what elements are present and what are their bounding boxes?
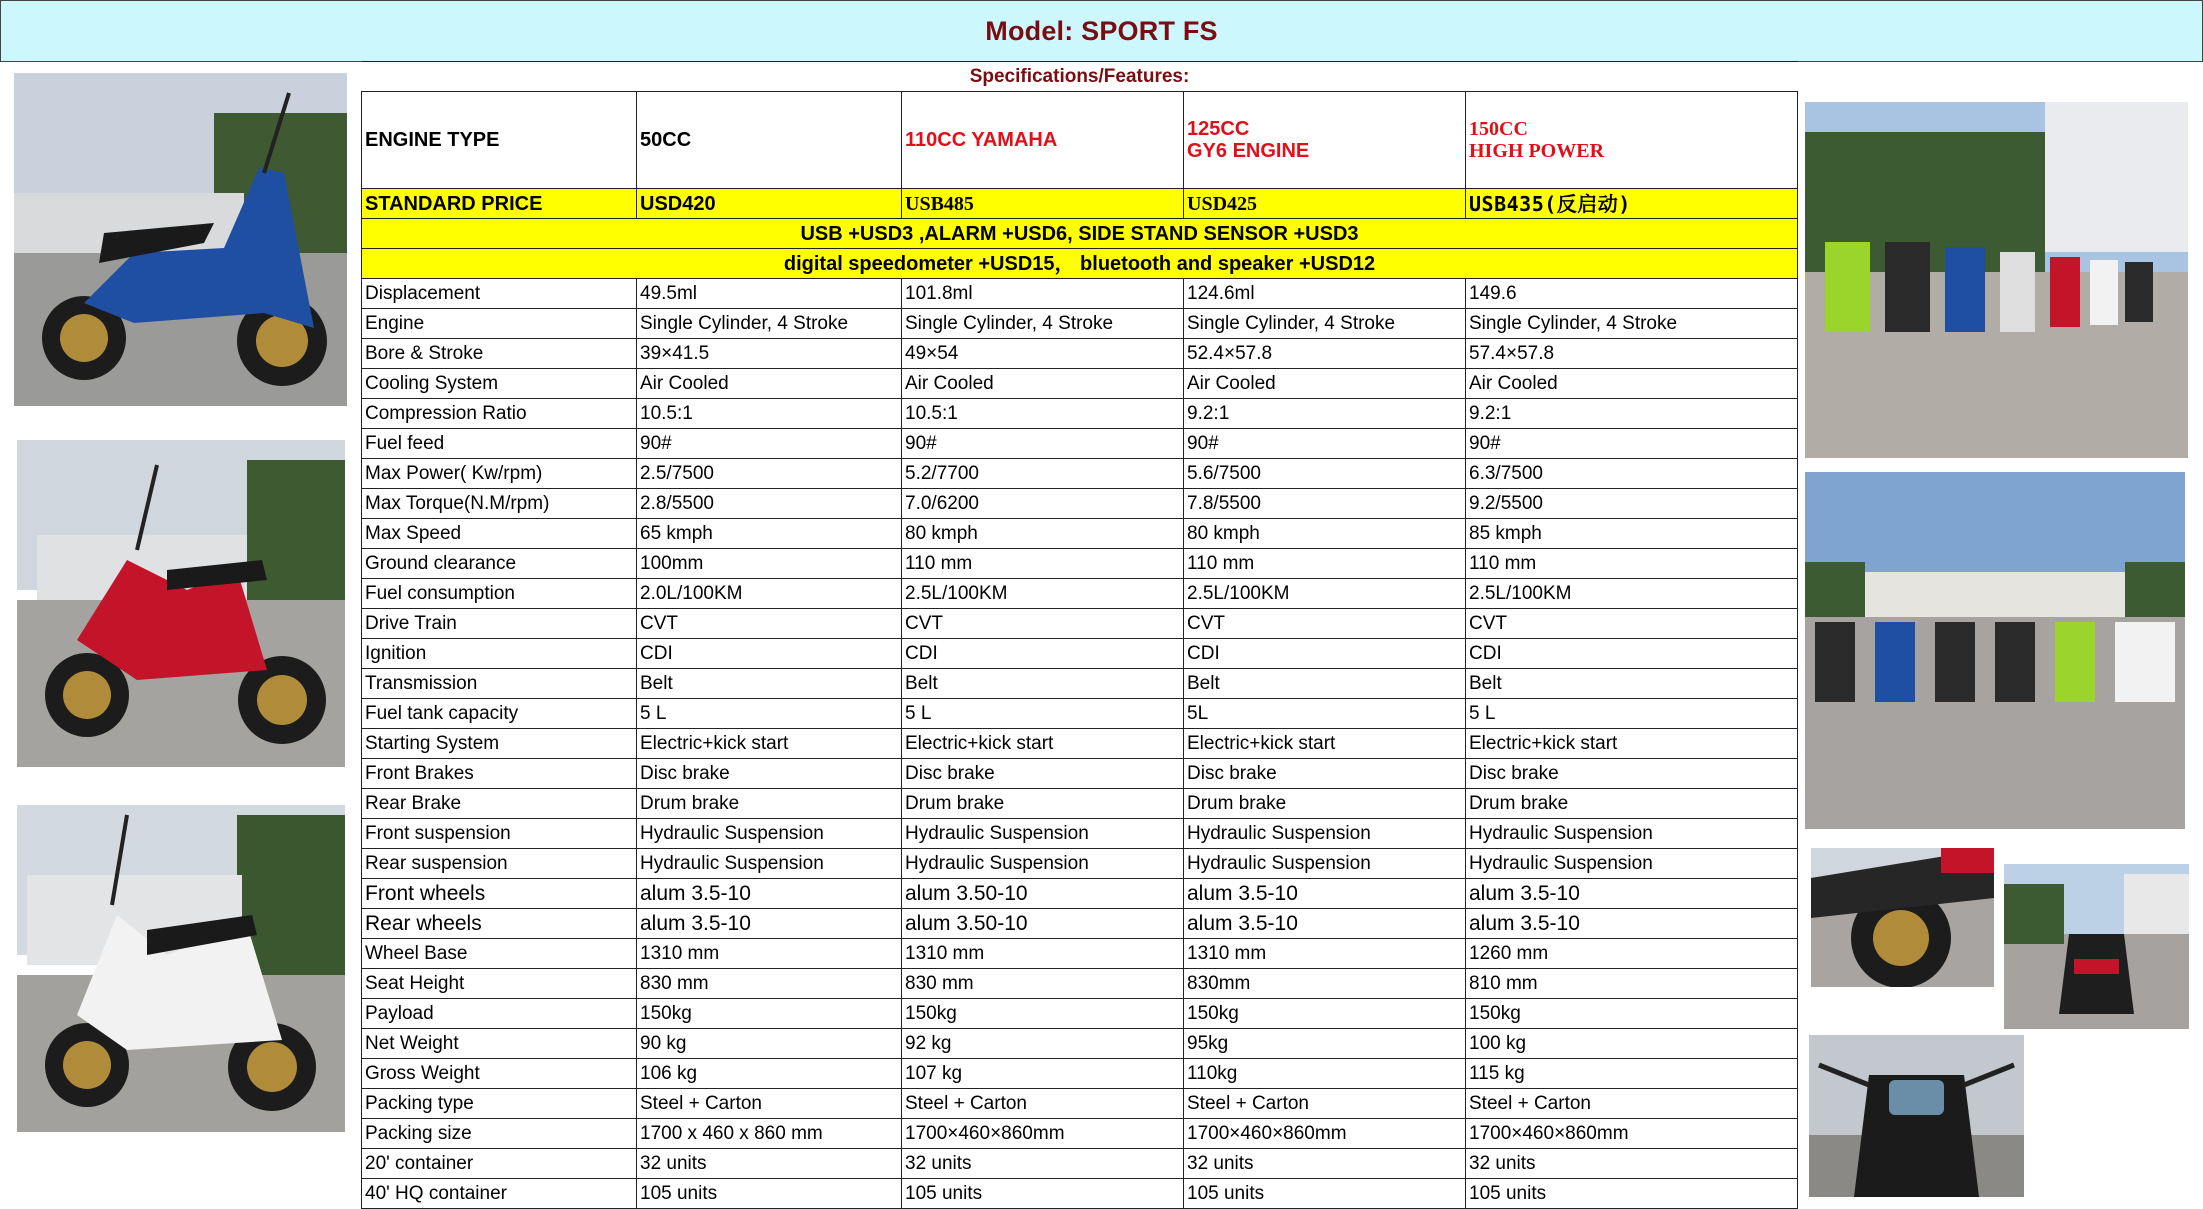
spec-value: Drum brake (637, 789, 902, 819)
spec-row (362, 489, 1798, 519)
spec-row (362, 519, 1798, 549)
spec-value: 10.5:1 (902, 399, 1184, 429)
spec-value: 1310 mm (637, 939, 902, 969)
spec-value: alum 3.5-10 (1466, 879, 1798, 909)
standard-price-row (362, 189, 1798, 219)
spec-value: Single Cylinder, 4 Stroke (1466, 309, 1798, 339)
spec-value: 105 units (902, 1179, 1184, 1209)
spec-value: 7.0/6200 (902, 489, 1184, 519)
spec-value: Disc brake (1184, 759, 1466, 789)
spec-value: Hydraulic Suspension (902, 819, 1184, 849)
spec-row (362, 1089, 1798, 1119)
spec-value: Disc brake (902, 759, 1184, 789)
spec-row (362, 579, 1798, 609)
spec-value: 32 units (1184, 1149, 1466, 1179)
spec-label: Rear suspension (362, 849, 637, 879)
spec-value: 1700×460×860mm (902, 1119, 1184, 1149)
spec-label: Displacement (362, 279, 637, 309)
spec-value: Electric+kick start (1184, 729, 1466, 759)
spec-row (362, 1119, 1798, 1149)
spec-label: Fuel tank capacity (362, 699, 637, 729)
spec-value: CDI (1466, 639, 1798, 669)
spec-value: Belt (1466, 669, 1798, 699)
spec-value: 105 units (637, 1179, 902, 1209)
spec-row (362, 789, 1798, 819)
spec-label: Ground clearance (362, 549, 637, 579)
spec-value: 32 units (1466, 1149, 1798, 1179)
spec-label: Ignition (362, 639, 637, 669)
spec-value: 105 units (1466, 1179, 1798, 1209)
spec-row (362, 1149, 1798, 1179)
spec-row (362, 879, 1798, 909)
spec-value: CDI (637, 639, 902, 669)
spec-value: 1700×460×860mm (1466, 1119, 1798, 1149)
spec-row (362, 759, 1798, 789)
spec-value: 105 units (1184, 1179, 1466, 1209)
spec-value: 149.6 (1466, 279, 1798, 309)
spec-value: Hydraulic Suspension (637, 849, 902, 879)
spec-value: Hydraulic Suspension (1466, 819, 1798, 849)
spec-value: 5 L (1466, 699, 1798, 729)
engine-type-125cc-line1: 125CC (1187, 118, 1250, 140)
spec-value: Disc brake (1466, 759, 1798, 789)
spec-value: 810 mm (1466, 969, 1798, 999)
spec-value: 65 kmph (637, 519, 902, 549)
spec-value: 5.2/7700 (902, 459, 1184, 489)
spec-row (362, 429, 1798, 459)
spec-value: Hydraulic Suspension (637, 819, 902, 849)
spec-table (361, 61, 1798, 1209)
spec-row (362, 999, 1798, 1029)
engine-type-150cc-line1: 150CC (1469, 118, 1528, 140)
engine-type-125cc-line2: GY6 ENGINE (1187, 140, 1310, 162)
spec-value: 110 mm (1466, 549, 1798, 579)
spec-row (362, 969, 1798, 999)
spec-value: Hydraulic Suspension (1184, 819, 1466, 849)
spec-value: Air Cooled (637, 369, 902, 399)
spec-value: alum 3.5-10 (1466, 909, 1798, 939)
spec-value: CDI (902, 639, 1184, 669)
spec-label: 40' HQ container (362, 1179, 637, 1209)
blue-scooter-photo (14, 73, 347, 406)
options-line-2: digital speedometer +USD15， bluetooth and speaker +USD12 (362, 249, 1798, 279)
price-50cc: USD420 (637, 189, 902, 219)
spec-value: 1700×460×860mm (1184, 1119, 1466, 1149)
spec-value: Drum brake (1466, 789, 1798, 819)
spec-value: 32 units (902, 1149, 1184, 1179)
spec-value: 830 mm (902, 969, 1184, 999)
spec-value: 150kg (637, 999, 902, 1029)
spec-label: Fuel feed (362, 429, 637, 459)
spec-value: 2.5L/100KM (902, 579, 1184, 609)
standard-price-label: STANDARD PRICE (362, 189, 637, 219)
spec-value: 2.0L/100KM (637, 579, 902, 609)
spec-value: Air Cooled (1466, 369, 1798, 399)
spec-value: 110 mm (902, 549, 1184, 579)
spec-row (362, 279, 1798, 309)
spec-value: CVT (1466, 609, 1798, 639)
spec-label: Drive Train (362, 609, 637, 639)
spec-value: 830mm (1184, 969, 1466, 999)
scooter-rear-view-photo (2004, 864, 2189, 1029)
spec-value: Single Cylinder, 4 Stroke (1184, 309, 1466, 339)
spec-label: Max Torque(N.M/rpm) (362, 489, 637, 519)
spec-value: 5.6/7500 (1184, 459, 1466, 489)
spec-value: 85 kmph (1466, 519, 1798, 549)
spec-value: 110 mm (1184, 549, 1466, 579)
spec-row (362, 459, 1798, 489)
spec-value: alum 3.50-10 (902, 909, 1184, 939)
spec-row (362, 399, 1798, 429)
spec-row (362, 909, 1798, 939)
spec-value: Air Cooled (1184, 369, 1466, 399)
spec-value: 106 kg (637, 1059, 902, 1089)
spec-value: CVT (1184, 609, 1466, 639)
spec-value: 101.8ml (902, 279, 1184, 309)
spec-value: 80 kmph (1184, 519, 1466, 549)
options-line-1: USB +USD3 ,ALARM +USD6, SIDE STAND SENSOR +USD3 (362, 219, 1798, 249)
spec-label: Gross Weight (362, 1059, 637, 1089)
spec-label: Starting System (362, 729, 637, 759)
spec-value: Hydraulic Suspension (1466, 849, 1798, 879)
spec-value: 39×41.5 (637, 339, 902, 369)
spec-value: 150kg (1466, 999, 1798, 1029)
spec-row (362, 939, 1798, 969)
white-scooter-photo (17, 805, 345, 1132)
spec-header-row (362, 62, 1798, 92)
spec-value: 2.5L/100KM (1466, 579, 1798, 609)
spec-row (362, 729, 1798, 759)
price-110cc: USB485 (902, 189, 1184, 219)
engine-type-label: ENGINE TYPE (362, 92, 637, 189)
spec-value: 6.3/7500 (1466, 459, 1798, 489)
spec-value: Electric+kick start (637, 729, 902, 759)
spec-value: 49.5ml (637, 279, 902, 309)
spec-value: 10.5:1 (637, 399, 902, 429)
spec-value: Single Cylinder, 4 Stroke (637, 309, 902, 339)
spec-value: alum 3.5-10 (1184, 879, 1466, 909)
spec-header: Specifications/Features: (362, 62, 1798, 92)
spec-value: Belt (902, 669, 1184, 699)
spec-row (362, 699, 1798, 729)
spec-value: 90# (1466, 429, 1798, 459)
spec-value: alum 3.5-10 (637, 909, 902, 939)
spec-value: 90 kg (637, 1029, 902, 1059)
spec-value: 90# (902, 429, 1184, 459)
options-row-1 (362, 219, 1798, 249)
spec-label: Net Weight (362, 1029, 637, 1059)
spec-label: Packing type (362, 1089, 637, 1119)
engine-type-50cc: 50CC (637, 92, 902, 189)
spec-value: 5 L (902, 699, 1184, 729)
engine-type-110cc: 110CC YAMAHA (902, 92, 1184, 189)
spec-label: Packing size (362, 1119, 637, 1149)
spec-value: 52.4×57.8 (1184, 339, 1466, 369)
spec-value: 100 kg (1466, 1029, 1798, 1059)
price-150cc: USB435(反启动) (1466, 189, 1798, 219)
spec-label: Front suspension (362, 819, 637, 849)
spec-value: 150kg (902, 999, 1184, 1029)
spec-label: Rear wheels (362, 909, 637, 939)
model-title: Model: SPORT FS (985, 15, 1218, 46)
spec-value: 2.5/7500 (637, 459, 902, 489)
options-row-2 (362, 249, 1798, 279)
spec-value: CVT (902, 609, 1184, 639)
spec-value: Disc brake (637, 759, 902, 789)
spec-value: 1700 x 460 x 860 mm (637, 1119, 902, 1149)
spec-value: Drum brake (902, 789, 1184, 819)
spec-row (362, 849, 1798, 879)
engine-type-row (362, 92, 1798, 189)
spec-row (362, 1179, 1798, 1209)
spec-label: 20' container (362, 1149, 637, 1179)
spec-label: Rear Brake (362, 789, 637, 819)
spec-label: Payload (362, 999, 637, 1029)
scooter-lineup-photo-2 (1805, 472, 2185, 829)
spec-label: Max Power( Kw/rpm) (362, 459, 637, 489)
spec-value: 5 L (637, 699, 902, 729)
spec-value: 57.4×57.8 (1466, 339, 1798, 369)
spec-value: 1310 mm (1184, 939, 1466, 969)
spec-value: Electric+kick start (902, 729, 1184, 759)
spec-label: Fuel consumption (362, 579, 637, 609)
spec-value: 7.8/5500 (1184, 489, 1466, 519)
spec-value: 49×54 (902, 339, 1184, 369)
spec-label: Transmission (362, 669, 637, 699)
spec-value: 9.2:1 (1184, 399, 1466, 429)
spec-value: Air Cooled (902, 369, 1184, 399)
spec-row (362, 309, 1798, 339)
spec-label: Compression Ratio (362, 399, 637, 429)
spec-label: Front wheels (362, 879, 637, 909)
spec-row (362, 369, 1798, 399)
spec-value: 100mm (637, 549, 902, 579)
spec-value: Drum brake (1184, 789, 1466, 819)
spec-row (362, 1029, 1798, 1059)
spec-label: Engine (362, 309, 637, 339)
spec-label: Seat Height (362, 969, 637, 999)
spec-value: 90# (1184, 429, 1466, 459)
spec-value: alum 3.5-10 (1184, 909, 1466, 939)
scooter-wheel-detail-photo (1811, 848, 1994, 987)
spec-value: 95kg (1184, 1029, 1466, 1059)
spec-value: CVT (637, 609, 902, 639)
spec-value: 5L (1184, 699, 1466, 729)
spec-value: 124.6ml (1184, 279, 1466, 309)
spec-value: 90# (637, 429, 902, 459)
spec-value: Belt (1184, 669, 1466, 699)
engine-type-150cc (1466, 92, 1798, 189)
spec-value: 9.2:1 (1466, 399, 1798, 429)
spec-value: 2.8/5500 (637, 489, 902, 519)
spec-value: 110kg (1184, 1059, 1466, 1089)
spec-value: Belt (637, 669, 902, 699)
spec-label: Cooling System (362, 369, 637, 399)
red-scooter-photo (17, 440, 345, 767)
spec-row (362, 669, 1798, 699)
engine-type-150cc-line2: HIGH POWER (1469, 140, 1605, 162)
spec-label: Max Speed (362, 519, 637, 549)
spec-value: alum 3.5-10 (637, 879, 902, 909)
spec-value: 107 kg (902, 1059, 1184, 1089)
spec-value: 150kg (1184, 999, 1466, 1029)
spec-value: CDI (1184, 639, 1466, 669)
scooter-lineup-photo-1 (1805, 102, 2188, 458)
spec-label: Bore & Stroke (362, 339, 637, 369)
spec-value: 1260 mm (1466, 939, 1798, 969)
spec-label: Wheel Base (362, 939, 637, 969)
price-125cc: USD425 (1184, 189, 1466, 219)
spec-row (362, 819, 1798, 849)
spec-value: 32 units (637, 1149, 902, 1179)
spec-value: Hydraulic Suspension (1184, 849, 1466, 879)
spec-row (362, 549, 1798, 579)
spec-table-container (361, 61, 1796, 1209)
spec-value: 115 kg (1466, 1059, 1798, 1089)
spec-value: Steel + Carton (1466, 1089, 1798, 1119)
spec-value: 830 mm (637, 969, 902, 999)
spec-value: Hydraulic Suspension (902, 849, 1184, 879)
spec-value: Steel + Carton (902, 1089, 1184, 1119)
spec-row (362, 1059, 1798, 1089)
spec-row (362, 339, 1798, 369)
spec-value: 9.2/5500 (1466, 489, 1798, 519)
spec-value: 1310 mm (902, 939, 1184, 969)
spec-value: alum 3.50-10 (902, 879, 1184, 909)
scooter-dashboard-photo (1809, 1035, 2024, 1197)
spec-value: Steel + Carton (1184, 1089, 1466, 1119)
engine-type-125cc (1184, 92, 1466, 189)
spec-value: Steel + Carton (637, 1089, 902, 1119)
spec-value: 92 kg (902, 1029, 1184, 1059)
spec-row (362, 609, 1798, 639)
spec-value: 2.5L/100KM (1184, 579, 1466, 609)
spec-value: 80 kmph (902, 519, 1184, 549)
model-title-bar (0, 0, 2203, 62)
spec-row (362, 639, 1798, 669)
spec-value: Electric+kick start (1466, 729, 1798, 759)
spec-value: Single Cylinder, 4 Stroke (902, 309, 1184, 339)
spec-label: Front Brakes (362, 759, 637, 789)
